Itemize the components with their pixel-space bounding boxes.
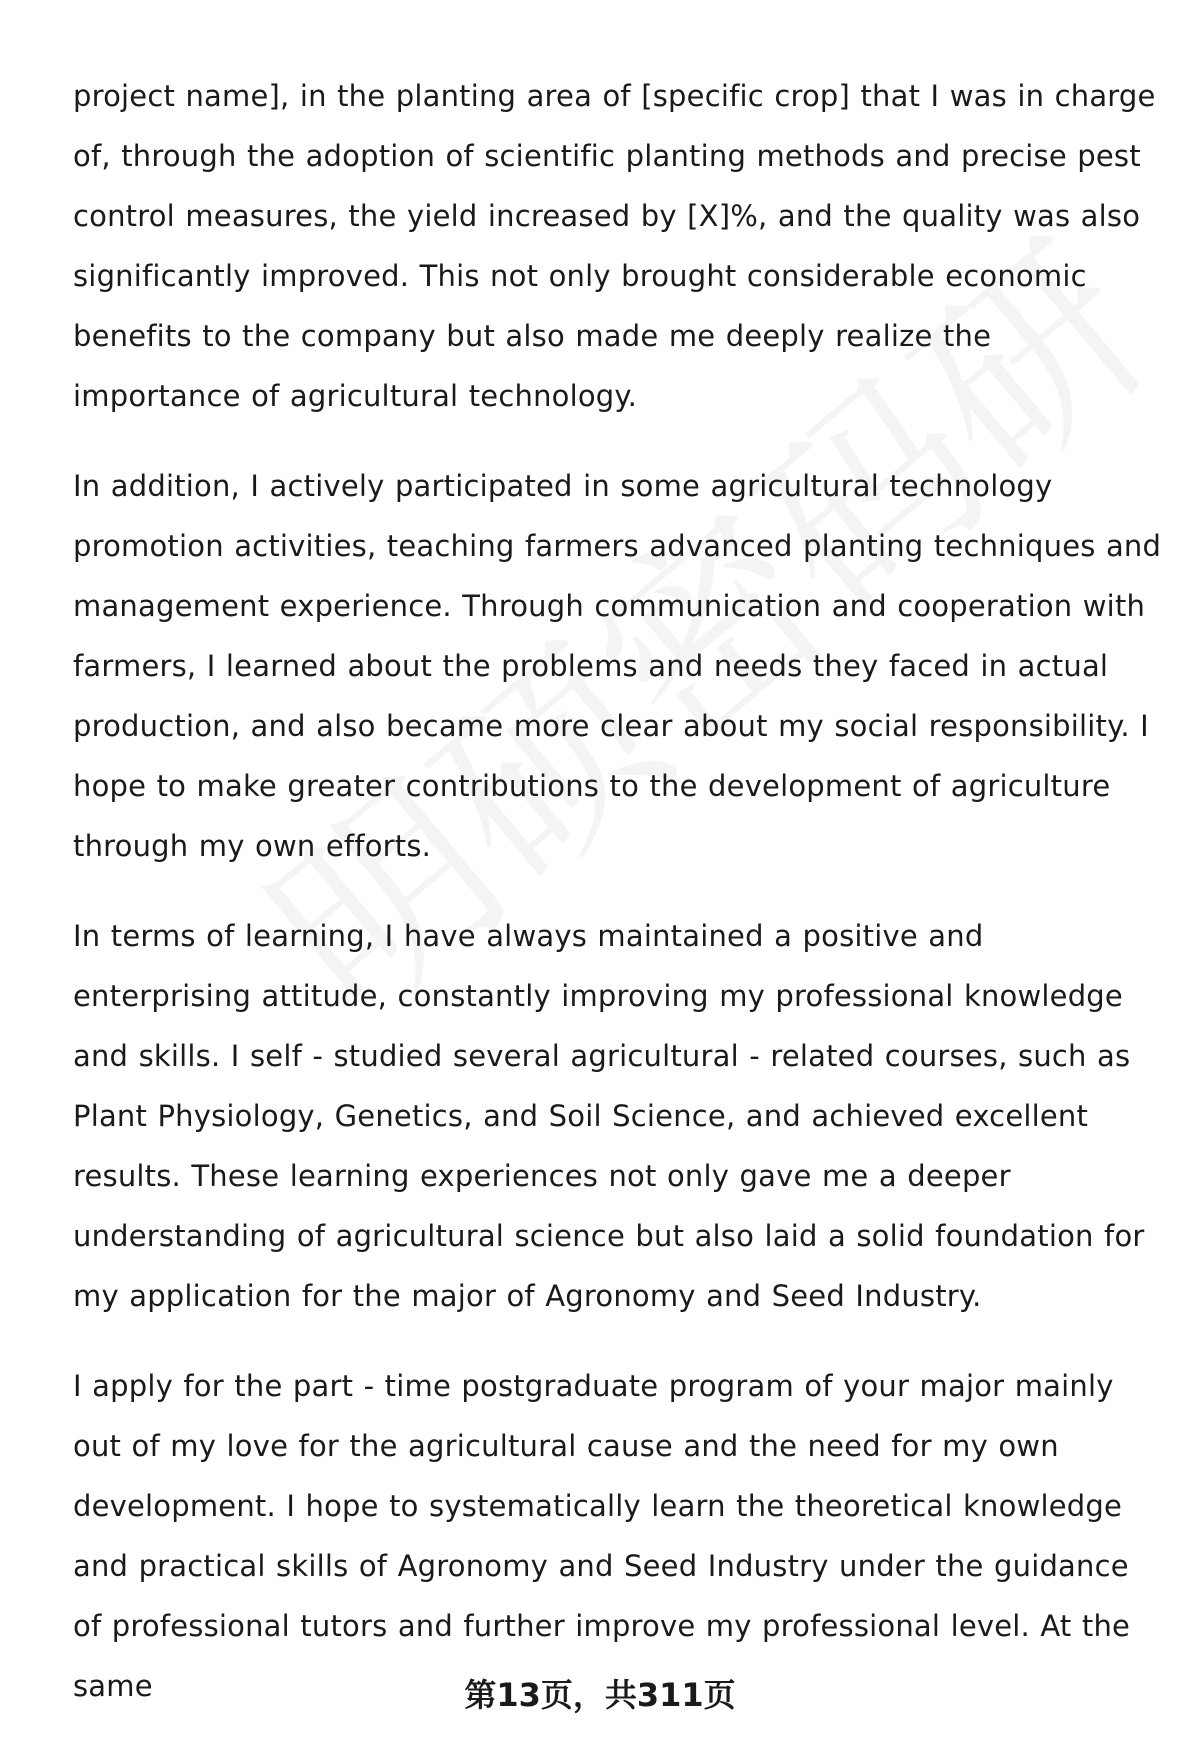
paragraph-4: I apply for the part - time postgraduate program of your major mainly out of my love for the agricultural cause and the need for my own development. I hope to systematically learn the theoretical knowledge and practical skills of Agronomy and Seed Industry under the guidance of professional tutors and further improve my professional level. At the same xyxy=(73,1369,1131,1703)
page-number-footer: 第13页，共311页 xyxy=(464,1676,736,1714)
paragraph-3: In terms of learning, I have always maintained a positive and enterprising attitude, constantly improving my professional knowledge and skills. I self - studied several agricultural - related courses, such as Plant Physiology, Genetics, and Soil Science, and achieved excellent results. These learning experiences not only gave me a deeper understanding of agricultural science but also laid a solid foundation for my application for the major of Agronomy and Seed Industry. xyxy=(73,919,1145,1313)
paragraph-2: In addition, I actively participated in some agricultural technology promotion activities, teaching farmers advanced planting techniques and management experience. Through communication and cooperation with farmers, I learned about the problems and needs they faced in actual production, and also became more clear about my social responsibility. I hope to make greater contributions to the development of agriculture through my own efforts. xyxy=(73,469,1162,863)
paragraph-1: project name], in the planting area of [specific crop] that I was in charge of, through the adoption of scientific planting methods and precise pest control measures, the yield increased by [X]%, and the quality was also significantly improved. This not only brought considerable economic benefits to the company but also made me deeply realize the importance of agricultural technology. xyxy=(73,79,1156,413)
document-body xyxy=(73,66,1163,1746)
